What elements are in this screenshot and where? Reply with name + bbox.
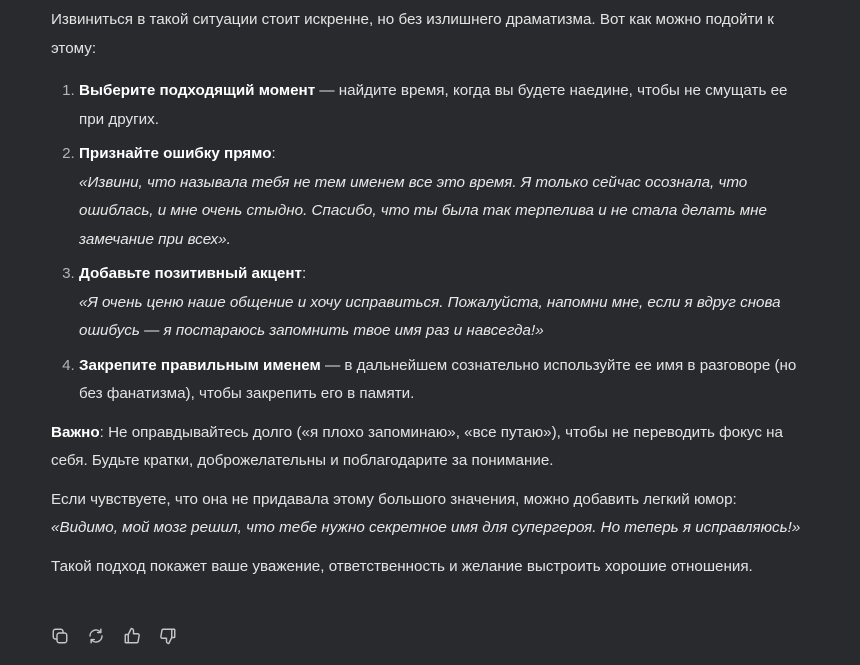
steps-list [51,77,811,409]
step-quote: «Я очень ценю наше общение и хочу исправиться. Пожалуйста, напомни мне, если я вдруг снова ошибусь — я постараюсь запомнить твое имя раз и навсегда!» [79,293,781,339]
regenerate-icon [87,627,105,645]
copy-icon [51,627,69,645]
copy-button[interactable] [50,624,70,648]
step-separator: — [320,356,345,374]
step-text: найдите время, когда вы будете наедине, чтобы не смущать ее при других. [79,82,788,128]
like-button[interactable] [122,624,142,648]
humor-paragraph [51,486,811,543]
step-title: Выберите подходящий момент [79,82,316,99]
important-text: : Не оправдывайтесь долго («я плохо запоминаю», «все путаю»), чтобы не переводить фокус на себя. Будьте кратки, доброжелательны и поблагодарите за понимание. [51,423,783,469]
intro-paragraph: Извиниться в такой ситуации стоит искренне, но без излишнего драматизма. Вот как можно подойти к этому: [51,11,774,57]
message-actions [50,624,178,648]
closing-paragraph: Такой подход покажет ваше уважение, ответственность и желание выстроить хорошие отношения. [51,557,753,575]
important-paragraph [51,419,811,476]
step-separator: — [315,82,339,99]
step-title: Закрепите правильным именем [79,356,321,374]
thumbs-down-icon [159,627,177,645]
assistant-message [51,0,811,581]
step-title: Признайте ошибку прямо [79,145,272,162]
step-title: Добавьте позитивный акцент [79,265,302,282]
step-separator: : [301,265,307,282]
thumbs-up-icon [123,627,141,645]
step-item [79,352,811,409]
dislike-button[interactable] [158,624,178,648]
step-item [79,77,811,134]
important-label: Важно [51,423,100,441]
step-text: в дальнейшем сознательно используйте ее имя в разговоре (но без фанатизма), чтобы закрепить его в памяти. [79,356,797,402]
humor-text: Если чувствуете, что она не придавала этому большого значения, можно добавить легкий юмор: [51,490,737,508]
step-item [79,140,811,254]
step-separator: : [271,145,276,162]
regenerate-button[interactable] [86,624,106,648]
humor-quote: «Видимо, мой мозг решил, что тебе нужно секретное имя для супергероя. Но теперь я исправляюсь!» [51,519,801,536]
step-item [79,260,811,346]
step-quote: «Извини, что называла тебя не тем именем все это время. Я только сейчас осознала, что ошиблась, и мне очень стыдно. Спасибо, что ты была так терпелива и не стала делать мне замечание при всех». [79,173,767,248]
